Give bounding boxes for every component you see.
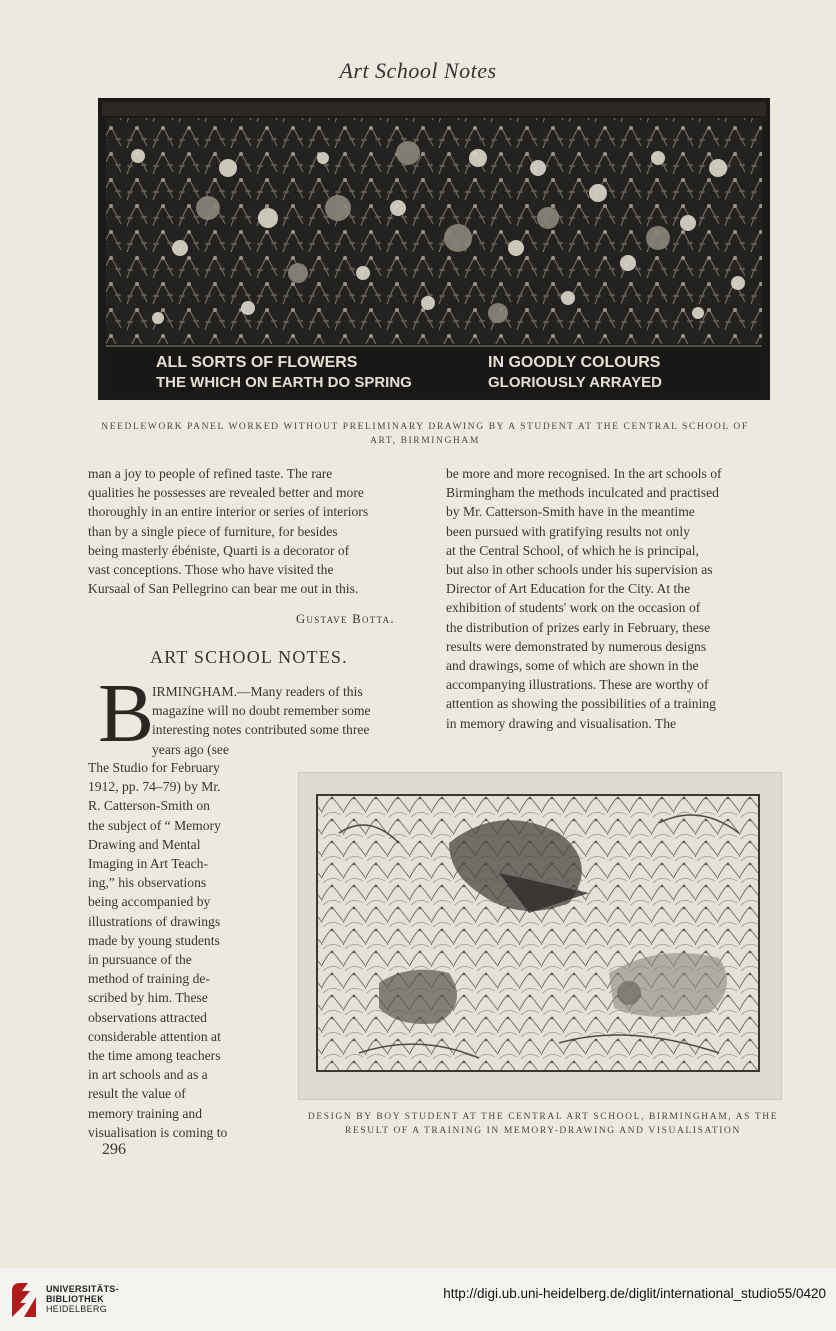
text-line: being masterly ébéniste, Quarti is a decorator of — [88, 542, 350, 558]
text-line: being accompanied by — [88, 894, 211, 910]
design-drawing-svg — [299, 773, 781, 1099]
text-line: R. Catterson-Smith on — [88, 798, 210, 814]
text-line: but also in other schools under his supervision as — [446, 562, 713, 578]
text-line: Director of Art Education for the City. At the — [446, 581, 691, 597]
text-line: results were demonstrated by numerous designs — [446, 638, 707, 654]
caption-top-line1: NEEDLEWORK PANEL WORKED WITHOUT PRELIMINARY DRAWING BY A STUDENT AT THE CENTRAL SCHOOL OF — [101, 422, 749, 432]
drop-cap-lines — [152, 682, 430, 759]
text-line: considerable attention at — [88, 1028, 221, 1044]
text-line: made by young students — [88, 932, 220, 948]
text-line: Imaging in Art Teach- — [88, 856, 208, 872]
panel-inscription-left-1: ALL SORTS OF FLOWERS — [156, 354, 358, 371]
text-line: at the Central School, of which he is principal, — [446, 542, 699, 558]
text-line: scribed by him. These — [88, 990, 208, 1006]
needlework-panel-image — [98, 98, 770, 400]
footer-bar — [0, 1268, 836, 1331]
text-line: qualities he possesses are revealed better and more — [88, 485, 364, 501]
text-line: visualisation is coming to — [88, 1124, 228, 1140]
university-library-logo-icon[interactable] — [8, 1277, 40, 1326]
library-name-line3: HEIDELBERG — [46, 1304, 108, 1314]
right-column — [446, 464, 782, 733]
library-name — [46, 1284, 119, 1314]
library-name-line1: UNIVERSITÄTS- — [46, 1284, 119, 1294]
text-line: years ago (see — [152, 741, 229, 757]
text-line: exhibition of students' work on the occasion of — [446, 600, 701, 616]
text-line: The Studio for February — [88, 760, 220, 775]
text-line: than by a single piece of furniture, for besides — [88, 523, 338, 539]
text-line: attention as showing the possibilities of a training — [446, 696, 716, 712]
left-column-narrow — [88, 758, 260, 1142]
text-line: by Mr. Catterson-Smith have in the meantime — [446, 504, 695, 520]
text-line: accompanying illustrations. These are worthy of — [446, 677, 709, 693]
text-line: observations attracted — [88, 1009, 207, 1025]
needlework-panel-svg — [98, 98, 770, 400]
text-line: in memory drawing and visualisation. The — [446, 715, 677, 731]
caption-bottom-line2: RESULT OF A TRAINING IN MEMORY-DRAWING AND VISUALISATION — [345, 1126, 741, 1136]
caption-bottom-line1: DESIGN BY BOY STUDENT AT THE CENTRAL ART SCHOOL, BIRMINGHAM, AS THE — [307, 1112, 779, 1122]
text-line: Kursaal of San Pellegrino can bear me out in this. — [88, 581, 359, 597]
caption-top — [80, 420, 770, 448]
text-line: memory training and — [88, 1105, 203, 1121]
text-line: be more and more recognised. In the art schools of — [446, 466, 722, 481]
panel-inscription-right-2: GLORIOUSLY ARRAYED — [488, 374, 662, 391]
text-line: been pursued with gratifying results not only — [446, 523, 690, 539]
running-head: Art School Notes — [339, 58, 497, 83]
text-line: ing,” his observations — [88, 875, 207, 891]
text-line: in pursuance of the — [88, 952, 192, 968]
text-line: result the value of — [88, 1086, 186, 1102]
text-line: interesting notes contributed some three — [152, 722, 370, 738]
caption-top-line2: ART, BIRMINGHAM — [370, 436, 480, 446]
left-column-upper — [88, 464, 430, 598]
text-line: Birmingham the methods inculcated and practised — [446, 485, 719, 501]
text-line: man a joy to people of refined taste. The rare — [88, 466, 333, 481]
permalink-url[interactable]: http://digi.ub.uni-heidelberg.de/diglit/international_studio55/0420 — [443, 1286, 826, 1301]
panel-inscription-left-2: THE WHICH ON EARTH DO SPRING — [156, 374, 412, 391]
panel-inscription-right-1: IN GOODLY COLOURS — [488, 354, 661, 371]
library-name-line2: BIBLIOTHEK — [46, 1294, 104, 1304]
text-line: and drawings, some of which are shown in the — [446, 658, 699, 674]
text-line: magazine will no doubt remember some — [152, 703, 371, 719]
design-drawing-image — [298, 772, 782, 1100]
text-line: IRMINGHAM.—Many readers of this — [152, 684, 363, 699]
text-line: the subject of “ Memory — [88, 817, 221, 833]
text-line: method of training de- — [88, 971, 210, 987]
page-number: 296 — [102, 1141, 126, 1158]
text-line: vast conceptions. Those who have visited the — [88, 562, 334, 578]
text-line: 1912, pp. 74–79) by Mr. — [88, 779, 221, 795]
text-line: the distribution of prizes early in February, these — [446, 619, 711, 635]
text-line: the time among teachers — [88, 1048, 221, 1064]
section-heading: ART SCHOOL NOTES. — [150, 647, 348, 667]
text-line: illustrations of drawings — [88, 913, 221, 929]
drop-cap: B — [98, 667, 155, 760]
text-line: Drawing and Mental — [88, 836, 201, 852]
text-line: in art schools and as a — [88, 1067, 208, 1083]
author-signature: Gustave Botta. — [296, 612, 395, 626]
text-line: thoroughly in an entire interior or series of interiors — [88, 504, 369, 520]
caption-bottom — [288, 1110, 798, 1138]
